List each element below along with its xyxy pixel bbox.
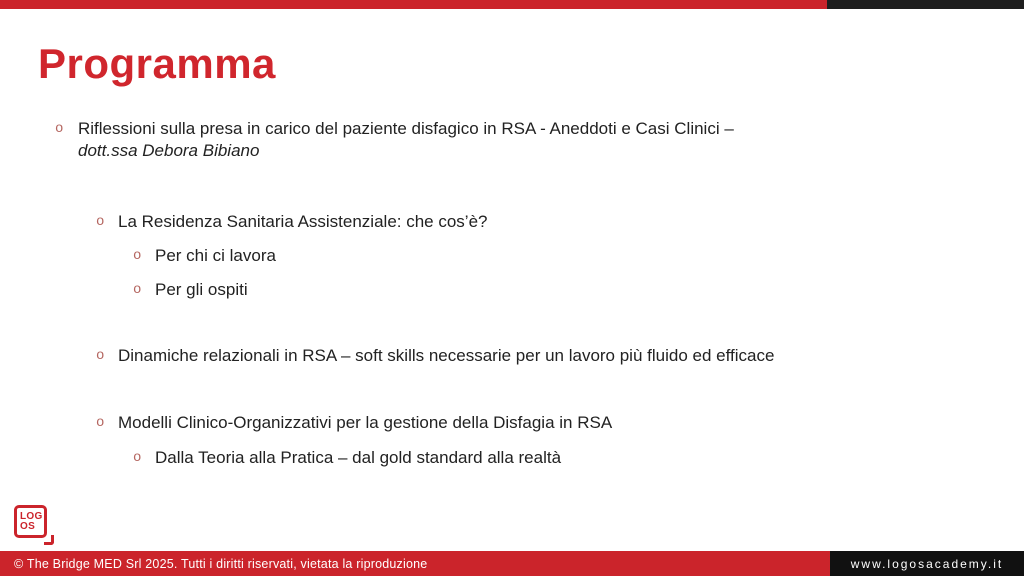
top-accent-bar-black-segment [827,0,1024,9]
list-item [96,412,955,434]
list-item [55,118,955,162]
bullet-marker: o [96,214,105,230]
list-item [133,279,955,301]
list-item [133,245,955,267]
logos-logo-corner-notch [44,535,54,545]
list-item-text: La Residenza Sanitaria Assistenziale: che cos’è? [118,212,488,231]
list-item-text: Dalla Teoria alla Pratica – dal gold standard alla realtà [155,448,562,467]
list-item-text: Riflessioni sulla presa in carico del paziente disfagico in RSA - Aneddoti e Casi Clinici – dott.ssa Debora Bibiano [78,118,955,162]
logos-logo-text-top: LOG [20,511,43,522]
bullet-marker: o [133,282,142,298]
top-accent-bar [0,0,1024,9]
list-item [133,447,955,469]
bullet-marker: o [96,415,105,431]
bullet-marker: o [55,121,64,137]
logos-logo-box [14,505,47,538]
list-item-text: Dinamiche relazionali in RSA – soft skills necessarie per un lavoro più fluido ed efficace [118,346,775,365]
copyright-text: © The Bridge MED Srl 2025. Tutti i diritti riservati, vietata la riproduzione [14,556,428,571]
website-url: www.logosacademy.it [850,556,1004,571]
list-item [96,211,955,233]
bullet-marker: o [133,450,142,466]
bullet-marker: o [133,248,142,264]
list-item-text: Per chi ci lavora [155,246,276,265]
logos-logo-text-bottom: OS [20,521,36,532]
list-item-text: Modelli Clinico-Organizzativi per la gestione della Disfagia in RSA [118,413,613,432]
bullet-marker: o [96,348,105,364]
logos-logo [14,505,54,545]
footer-bar [0,551,1024,576]
page-title: Programma [38,40,276,87]
footer-black-segment [830,551,1024,576]
list-item-speaker: dott.ssa Debora Bibiano [78,141,260,160]
bullet-list [55,118,955,469]
list-item [96,345,955,367]
list-item-text: Per gli ospiti [155,280,248,299]
